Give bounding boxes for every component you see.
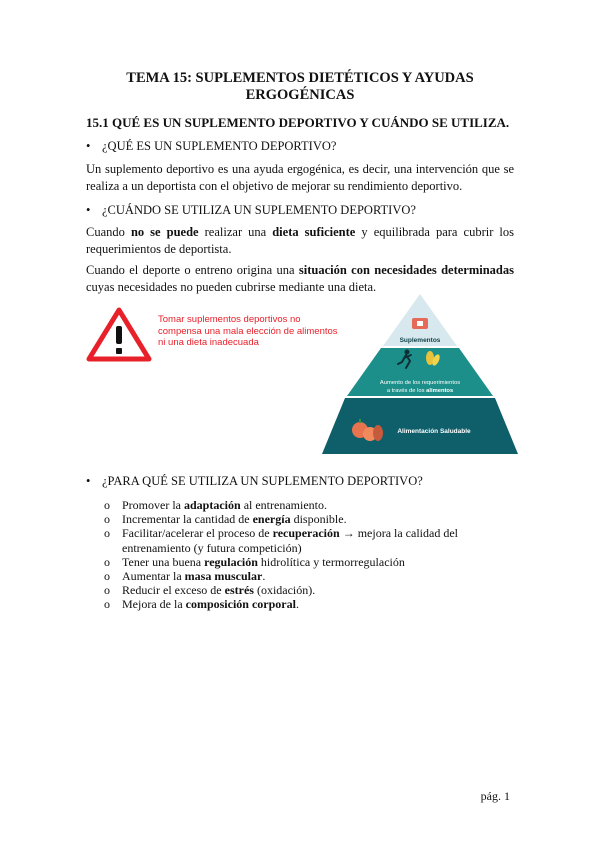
uses-list [104,498,524,612]
bullet-marker: • [86,139,91,153]
question-2-text: ¿CUÁNDO SE UTILIZA UN SUPLEMENTO DEPORTIVO? [102,203,416,217]
section-heading: 15.1 QUÉ ES UN SUPLEMENTO DEPORTIVO Y CUÁNDO SE UTILIZA. [86,115,510,130]
answer-1: Un suplemento deportivo es una ayuda ergogénica, es decir, una intervención que se realiza a un deportista con el objetivo de mejorar su rendimiento deportivo. [86,162,514,193]
warning-text: Tomar suplementos deportivos no compensa una mala elección de alimentos ni una dieta inadecuada [158,314,338,348]
question-1 [86,139,336,154]
bullet-marker: • [86,474,91,488]
question-3-text: ¿PARA QUÉ SE UTILIZA UN SUPLEMENTO DEPORTIVO? [102,474,423,488]
title-line-1: TEMA 15: SUPLEMENTOS DIETÉTICOS Y AYUDAS [126,70,474,86]
title-line-2: ERGOGÉNICAS [245,87,355,103]
document-title [0,70,600,104]
answer-2-paragraph-1: Cuando no se puede realizar una dieta suficiente y equilibrada para cubrir los requerimientos de deportista. [86,225,514,256]
answer-2-paragraph-2: Cuando el deporte o entreno origina una situación con necesidades determinadas cuyas necesidades no pueden cubrirse mediante una dieta. [86,263,514,294]
list-item: o Incrementar la cantidad de energía disponible. [104,512,347,527]
pyramid-top-label: Suplementos [399,337,441,344]
list-item: o Facilitar/acelerar el proceso de recuperación → mejora la calidad del entrenamiento (y futura competición) [104,526,458,555]
question-3 [86,474,423,489]
list-item: o Mejora de la composición corporal. [104,597,299,612]
pyramid-mid-label-1: Aumento de los requerimientos [379,380,461,386]
page-number: pág. 1 [480,789,510,803]
warning-triangle-icon [86,306,152,362]
pyramid-base-label: Alimentación Saludable [397,428,471,435]
bullet-marker: • [86,203,91,217]
question-1-text: ¿QUÉ ES UN SUPLEMENTO DEPORTIVO? [102,139,337,153]
nutrition-pyramid [322,292,518,456]
list-item: o Promover la adaptación al entrenamiento. [104,498,327,512]
list-item: o Aumentar la masa muscular. [104,569,266,584]
list-item: o Reducir el exceso de estrés (oxidación). [104,583,316,598]
pyramid-mid-label-2: a través de los alimentos [386,388,454,394]
pyramid-base-tier [322,398,518,454]
question-2 [86,203,416,218]
list-item: o Tener una buena regulación hidrolítica y termorregulación [104,554,405,569]
